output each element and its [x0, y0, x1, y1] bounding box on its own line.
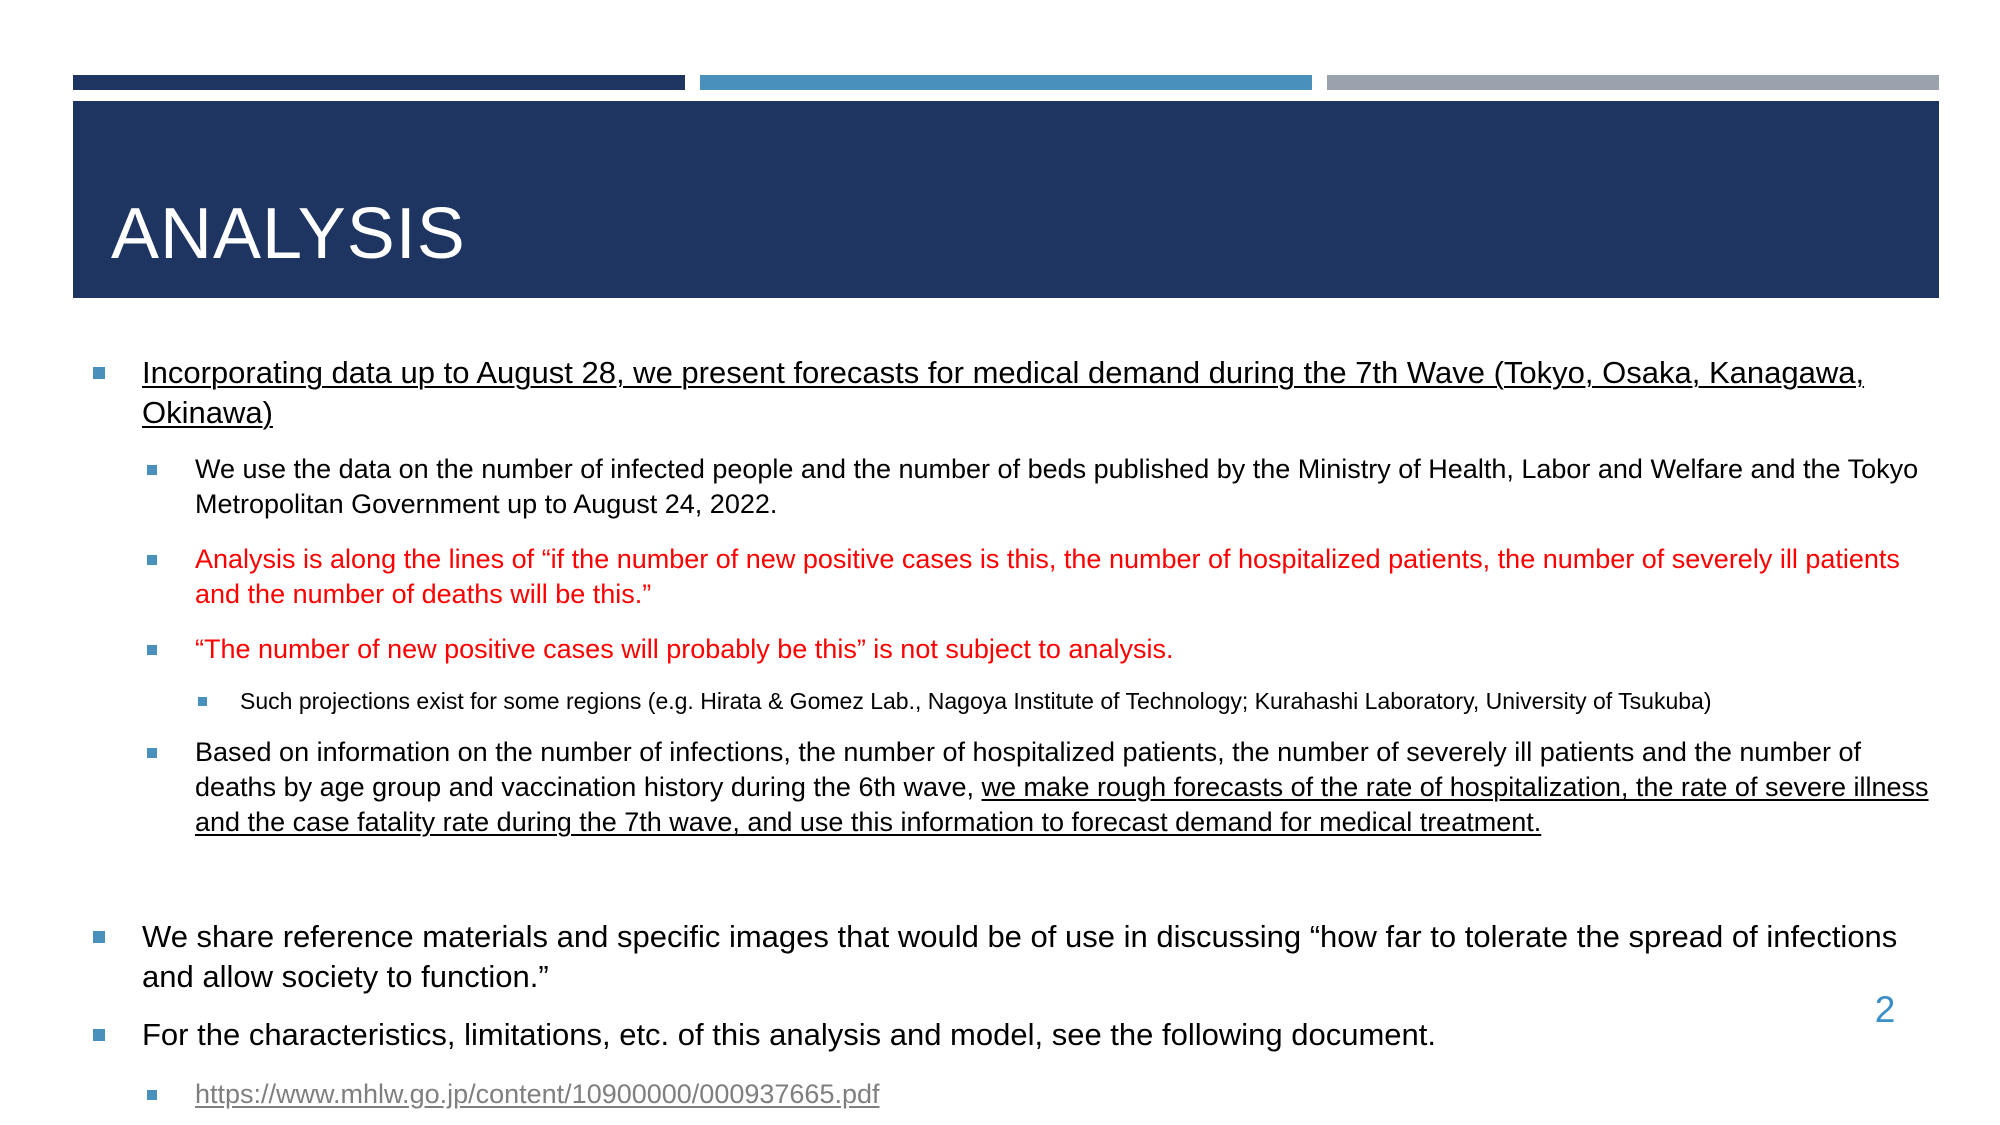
bullet-rough-forecasts-text [195, 735, 1940, 840]
bullet-marker [147, 645, 157, 655]
bullet-marker [93, 931, 105, 943]
page-number: 2 [1874, 989, 1896, 1030]
bullet-marker [147, 555, 157, 565]
bullet-marker [198, 697, 207, 706]
bullet-data-sources-text: We use the data on the number of infected people and the number of beds published by the Ministry of Health, Labor and Welfare and the Tokyo Metropolitan Government up to August 24, 2022. [195, 454, 1919, 519]
bullet-reference-materials-text: We share reference materials and specific images that would be of use in discussing “how far to tolerate the spread of infections and allow society to function.” [142, 919, 1898, 994]
bullet-marker [93, 367, 105, 379]
slide-title: ANALYSIS [111, 194, 466, 274]
bullet-analysis-scope-text: Analysis is along the lines of “if the number of new positive cases is this, the number of hospitalized patients, the number of severely ill patients and the number of deaths will be this.” [195, 544, 1900, 609]
bullet-forecasts-text: Incorporating data up to August 28, we present forecasts for medical demand during the 7th Wave (Tokyo, Osaka, Kanagawa, Okinawa) [142, 355, 1865, 430]
bullet-characteristics-text: For the characteristics, limitations, etc. of this analysis and model, see the following document. [142, 1017, 1436, 1052]
bullet-marker [147, 465, 157, 475]
bullet-marker [93, 1029, 105, 1041]
bullet-not-subject-text: “The number of new positive cases will probably be this” is not subject to analysis. [195, 634, 1174, 664]
document-link[interactable]: https://www.mhlw.go.jp/content/10900000/000937665.pdf [195, 1079, 880, 1109]
bullet-projections-exist-text: Such projections exist for some regions (e.g. Hirata & Gomez Lab., Nagoya Institute of Technology; Kurahashi Laboratory, University of Tsukuba) [240, 688, 1712, 714]
bullet-marker [147, 1090, 157, 1100]
bullet-marker [147, 748, 157, 758]
rough-forecasts-plain: Based on information on the number of infections, the number of hospitalized patients, the number of severely ill patients and the number of deaths by age group and vaccination history during the 6th wave, [195, 737, 1861, 802]
rough-forecasts-underlined: we make rough forecasts of the rate of hospitalization, the rate of severe illness and the case fatality rate during the 7th wave, and use this information to forecast demand for medical treatment. [195, 772, 1929, 837]
